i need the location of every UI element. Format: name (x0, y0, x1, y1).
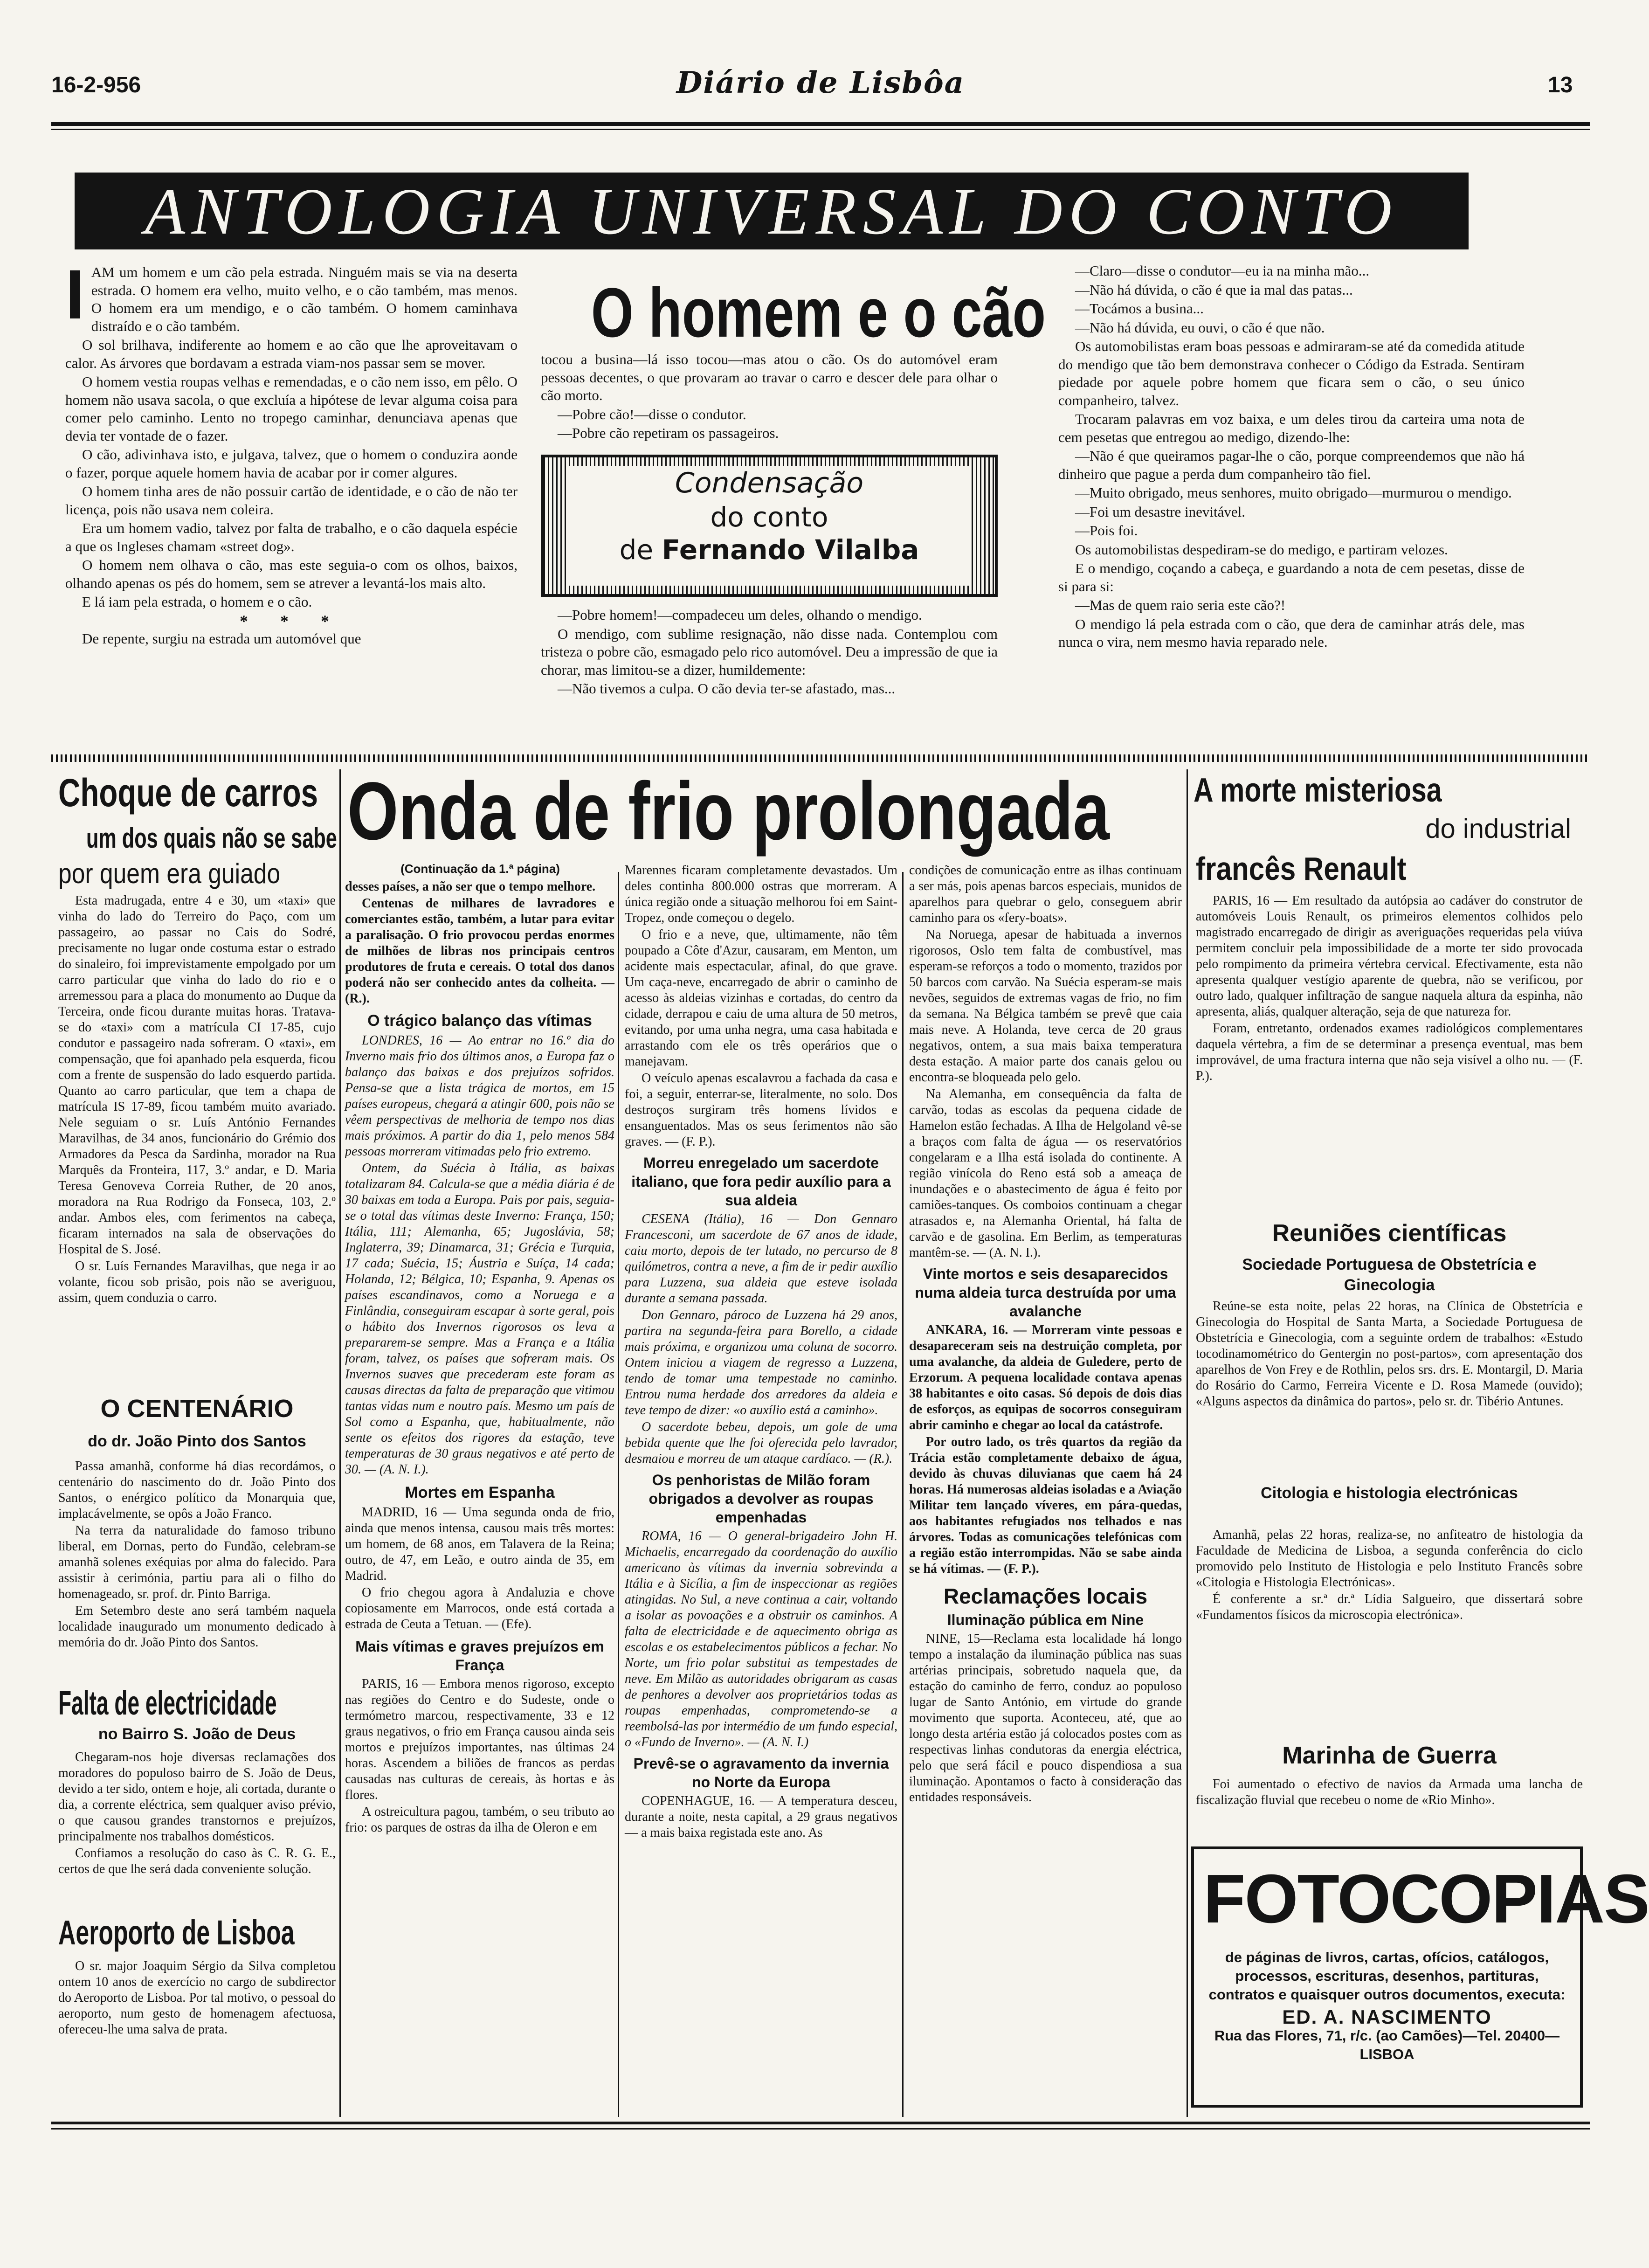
story-paragraph: Os automobilistas despediram-se do medigo, e partiram velozes. (1075, 541, 1448, 558)
article-paragraph: Confiamos a resolução do caso às C. R. G. E., certos de que lhe será dada conveniente solução. (58, 1846, 336, 1876)
article-paragraph: O frio chegou agora à Andaluzia e chove copiosamente em Marrocos, onde está cortada a estrada de Ceuta a Tetuan. — (Efe). (345, 1585, 614, 1632)
newspaper-title: Diário de Lisbôa (676, 65, 965, 100)
choque-body (58, 893, 336, 1385)
article-paragraph: O sr. Luís Fernandes Maravilhas, que nega ir ao volante, ficou sob prisão, pois não se averiguou, assim, quem conduzia o carro. (58, 1259, 336, 1305)
falta-body (58, 1749, 336, 1903)
story-paragraph: —Pois foi. (1075, 522, 1138, 539)
footer-rule (51, 2122, 1590, 2124)
onda-col3 (909, 863, 1182, 2119)
issue-date: 16-2-956 (51, 73, 141, 97)
article-paragraph: Centenas de milhares de lavradores e comerciantes estão, também, a lutar para evitar a paralisação. O frio provocou perdas enormes de milhões de libras nos principais centros produtores de fruta e cereais. O total dos danos poderá não ser conhecido antes da colheita. — (R.). (345, 896, 614, 1006)
article-paragraph: Marennes ficaram completamente devastados. Um deles continha 800.000 ostras que morreram. A única região onde a situação melhorou foi em Saint-Tropez, onde começou o degelo. (625, 863, 897, 925)
story-author: Fernando Vilalba (662, 534, 919, 566)
story-column-3 (1058, 262, 1525, 749)
article-paragraph: O sr. major Joaquim Sérgio da Silva completou ontem 10 anos de exercício no cargo de subdirector do Aeroporto de Lisboa. Por tal motivo, o pessoal do aeroporto, num gesto de homenagem afectuosa, ofereceu-lhe uma salva de prata. (58, 1959, 336, 2037)
advert-body (1203, 1948, 1571, 2064)
choque-headline-3: por quem era guiado (58, 858, 281, 889)
onda-subhead-penhoristas: Os penhoristas de Milão foram obrigados a devolver as roupas empenhadas (649, 1472, 874, 1526)
story-paragraph: De repente, surgiu na estrada um automóvel que (82, 630, 361, 647)
article-paragraph: CESENA (Itália), 16 — Don Gennaro Francesconi, um sacerdote de 67 anos de idade, caiu morto, depois de ter lutado, no percurso de 8 quilómetros, contra a neve, a fim de ir pedir auxílio para Luzzena, sua aldeia que esteve isolada durante a semana passada. (625, 1212, 897, 1306)
article-paragraph: ANKARA, 16. — Morreram vinte pessoas e desapareceram seis na destruição completa, por uma avalanche, da aldeia de Guledere, perto de Erzorum. A pequena localidade contava apenas 38 habitantes e oito casas. Só depois de dois dias de esforços, as equipas de socorros conseguiram abrir caminho e chegar ao local da catástrofe. (909, 1323, 1182, 1432)
article-paragraph: PARIS, 16 — Embora menos rigoroso, excepto nas regiões do Centro e do Sudeste, onde o termómetro marcou, respectivamente, 33 e 12 graus negativos, o frio em França causou ainda seis mortos e prejuízos importantes, nas últimas 24 horas. Ascendem a biliões de francos as perdas causadas nas culturas de cereais, às hortas e às flores. (345, 1677, 614, 1802)
article-paragraph: Esta madrugada, entre 4 e 30, um «taxi» que vinha do lado do Terreiro do Paço, com um passageiro, ao passar no Cais do Sodré, precisamente no lugar onde costuma estar o estrado do sinaleiro, foi imprevistamente empolgado por um carro particular que vinha do lado do rio e o arremessou para a placa do monumento ao Duque da Terceira, onde ficou durante muitas horas. Tratava-se do «taxi» com a matrícula CI 17-85, cujo condutor e passageiro nada sofreram. O «taxi», em compensação, que foi apanhado pela esquerda, ficou com a frente de suspensão do lado esquerdo partida. Quanto ao carro particular, que tem a chapa de matrícula IS 17-89, ficou também muito avariado. Nele seguiam o sr. Luís António Fernandes Maravilhas, de 34 anos, funcionário do Grémio dos Armadores da Pesca da Sardinha, morador na Rua Marquês da Fronteira, 117, 3.º andar, e D. Maria Teresa Genoveva Correia Ruther, de 20 anos, moradora na Rua Rodrigo da Fonseca, 103, 2.º andar. Ambos eles, com ferimentos na cabeça, ficaram internados na sala de observações do Hospital de S. José. (58, 893, 336, 1257)
article-paragraph: O veículo apenas escalavrou a fachada da casa e foi, a seguir, enterrar-se, literalmente, no solo. Dos destroços surgiram três homens lívidos e ensanguentados. Mas os seus ferimentos não são graves. — (F. P.). (625, 1071, 897, 1149)
story-paragraph: —Não há dúvida, eu ouvi, o cão é que não. (1075, 319, 1325, 336)
reunioes-headline: Reuniões científicas (1272, 1220, 1507, 1247)
masthead-rule-thin (51, 129, 1590, 130)
condensation-box (541, 455, 998, 597)
choque-headline-1: Choque de carros (58, 771, 318, 815)
story-paragraph: —Mas de quem raio seria este cão?! (1075, 597, 1286, 613)
story-paragraph: AM um homem e um cão pela estrada. Ninguém mais se via na deserta estrada. O homem era velho, muito velho, e o cão também, mas menos. O homem era um mendigo, e o cão também. O homem caminhava distraído e o cão também. (91, 264, 517, 334)
onda-subhead-copenhague: Prevê-se o agravamento da invernia no Norte da Europa (633, 1755, 889, 1791)
article-paragraph: Ontem, da Suécia à Itália, as baixas totalizaram 84. Calcula-se que a média diária é de 30 baixas em toda a Europa. Pais por pais, seguia-se o total das vítimas deste Inverno: França, 150; Itália, 111; Alemanha, 65; Jugoslávia, 58; Inglaterra, 39; Dinamarca, 31; Grécia e Turquia, 17 cada; Suécia, 15; Áustria e Suíça, 14 cada; Holanda, 12; Bélgica, 10; Espanha, 9. Apenas os países escandinavos, como a Noruega e a Finlândia, conseguiram escapar à sorte geral, pois o hábito dos Invernos rigorosos os leva a prepararem-se sempre. Mas a França e a Itália foram, talvez, os países que sofreram mais. Os Invernos suaves que precederam este foram as causas directas da falta de preparação que vitimou tantas vidas num e noutro país. Mesmo um país de Sol como a Espanha, que, habitualmente, não sente os efeitos dos rigores da estação, teve temperaturas de 30 graus negativos e até perto de 30. — (A. N. I.). (345, 1161, 614, 1477)
reclamacoes-headline: Reclamações locais (943, 1584, 1148, 1608)
article-paragraph: desses países, a não ser que o tempo melhore. (345, 879, 596, 894)
aeroporto-body (58, 1958, 336, 2112)
column-rule (339, 769, 341, 2117)
onda-subhead-mortes: Mortes em Espanha (405, 1484, 555, 1501)
story-paragraph: E o mendigo, coçando a cabeça, e guardando a nota de cem pesetas, disse de si para si: (1058, 560, 1525, 595)
condensation-box-inner (568, 466, 971, 586)
article-paragraph: O sacerdote bebeu, depois, um gole de uma bebida quente que lhe foi oferecida pelo lavrador, desmaiou e morreu de um ataque cardíaco. — (R.). (625, 1420, 897, 1466)
article-paragraph: É conferente a sr.ª dr.ª Lídia Salgueiro, que dissertará sobre «Fundamentos físicos da microscopia electrónica». (1196, 1592, 1583, 1622)
article-paragraph: Na terra da naturalidade do famoso tribuno liberal, em Dornas, perto do Fundão, celebram-se amanhã solenes exéquias por alma do falecido. Para assistir à cerimónia, partiu para ali o filho do homenageado, sr. prof. dr. Pinto Barriga. (58, 1523, 336, 1601)
article-paragraph: Foi aumentado o efectivo de navios da Armada uma lancha de fiscalização fluvial que recebeu o nome de «Rio Minho». (1196, 1777, 1583, 1807)
renault-headline-1: A morte misteriosa (1194, 772, 1442, 809)
story-paragraph: Os automobilistas eram boas pessoas e admiraram-se até da comedida atitude do mendigo que tão bem demonstrava conhecer o Código da Estrada. Sentiram piedade por aquele pobre homem que ficara sem o cão, o seu único companheiro, talvez. (1058, 338, 1525, 408)
story-column-1 (65, 255, 517, 748)
advert-services: de páginas de livros, cartas, ofícios, catálogos, processos, escrituras, desenhos, partituras, contratos e quaisquer outros documentos, executa: (1208, 1949, 1566, 2003)
aeroporto-headline: Aeroporto de Lisboa (58, 1913, 295, 1952)
page-number: 13 (1548, 73, 1573, 97)
renault-headline-3: francês Renault (1196, 850, 1407, 887)
fotocopias-advert (1191, 1846, 1649, 2108)
story-paragraph: —Não há dúvida, o cão é que ia mal das patas... (1075, 281, 1353, 298)
marinha-headline: Marinha de Guerra (1282, 1742, 1497, 1769)
article-paragraph: O frio e a neve, que, ultimamente, não têm poupado a Côte d'Azur, causaram, em Menton, um acidente mais espectacular, afinal, do que grave. Um caça-neve, encarregado de abrir o caminho de acesso às aldeias vizinhas e cortadas, do centro da cidade, derrapou e caiu de uma altura de 50 metros, evitando, por uma unha negra, uma casa habitada e arrastando com ele os três operários que o manejavam. (625, 927, 897, 1069)
article-paragraph: Por outro lado, os três quartos da região da Trácia estão completamente debaixo de água, devido às chuvas diluvianas que caem há 24 horas. Há numerosas aldeias isoladas e a Aviação Militar tem lançado víveres, em pára-quedas, aos habitantes refugiados nos telhados e nas árvores. Todas as comunicações telefónicas com a região estão interrompidas. Não se sabe ainda se há vítimas. — (F. P.). (909, 1435, 1182, 1576)
story-paragraph: O homem tinha ares de não possuir cartão de identidade, e o cão de não ter licença, pois não usava nem coleira. (65, 483, 517, 518)
section-banner (75, 173, 1469, 249)
onda-col2 (625, 863, 897, 2119)
author-prefix: de (619, 534, 654, 566)
section-divider (51, 754, 1590, 762)
onda-subhead-morreu: Morreu enregelado um sacerdote italiano, que fora pedir auxílio para a sua aldeia (631, 1155, 891, 1209)
article-paragraph: Em Setembro deste ano será também naquela localidade inaugurado um monumento dedicado à memória do dr. João Pinto dos Santos. (58, 1604, 336, 1650)
advert-title: FOTOCOPIAS (1203, 1860, 1649, 1937)
story-paragraph: —Pobre cão repetiram os passageiros. (558, 425, 779, 441)
article-paragraph: Na Alemanha, em consequência da falta de carvão, todas as escolas da pequena cidade de Hamelon estão fechadas. A Ilha de Helgoland vê-se a braços com falta de água — os reservatórios congelaram e a Ilha está isolada do continente. A região vinícola do Reno está sob a ameaça de inundações e o abastecimento de água é feito por camiões-tanques. Os comboios continuam a chegar atrasados e, na Alemanha Oriental, há falta de carvão e de gasolina. Em Berlim, as temperaturas mantêm-se. — (A. N. I.). (909, 1087, 1182, 1260)
article-paragraph: Reúne-se esta noite, pelas 22 horas, na Clínica de Obstetrícia e Ginecologia do Hospital de Santa Marta, a Sociedade Portuguesa de Obstetrícia e Ginecologia, com a seguinte ordem de trabalhos: «Estudo tocodinamométrico do Gentergin no post-partos», com apresentação dos aparelhos de Von Frey e de Rothlin, pelos srs. drs. E. Montargil, D. Maria do Rosário do Carmo, Ferreira Vicente e D. Rosa Mamede (ouvido); «Alguns aspectos da dinâmica do partos», pelo sr. dr. Tibério Antunes. (1196, 1299, 1583, 1409)
article-paragraph: LONDRES, 16 — Ao entrar no 16.º dia do Inverno mais frio dos últimos anos, a Europa faz o balanço das baixas e dos prejuízos sofridos. Pensa-se que a lista trágica de mortos, em 15 países europeus, chegará a atingir 600, pois não se vêem perspectivas de melhoria de tempo nos dias mais próximos. A partir do dia 1, pelo menos 584 pessoas morreram vitimadas pelo frio extremo. (345, 1033, 614, 1159)
renault-headline-2: do industrial (1425, 814, 1571, 844)
story-paragraph: E lá iam pela estrada, o homem e o cão. (82, 594, 312, 610)
onda-continuation: (Continuação da 1.ª página) (400, 862, 560, 876)
onda-subhead-franca: Mais vítimas e graves prejuízos em França (355, 1638, 604, 1673)
story-paragraph: O mendigo, com sublime resignação, não disse nada. Contemplou com tristeza o pobre cão, esmagado pelo rico automóvel. Deu a impressão de que ia chorar, mas limitou-se a dizer, humildemente: (541, 625, 998, 678)
story-column-2-bottom (541, 606, 998, 746)
choque-headline-2: um dos quais não se sabe (86, 823, 337, 854)
story-paragraph: —Claro—disse o condutor—eu ia na minha mão... (1075, 263, 1370, 279)
article-paragraph: Foram, entretanto, ordenados exames radiológicos complementares daquela vértebra, a fim de se determinar a presença eventual, mas bem improvável, de uma fractura interna que não seja visível a olho nu. — (F. P.). (1196, 1021, 1583, 1083)
nine-subhead: Iluminação pública em Nine (947, 1611, 1144, 1628)
story-paragraph: —Não é que queiramos pagar-lhe o cão, porque compreendemos que não há dinheiro que pague a perda dum companheiro tão fiel. (1058, 448, 1525, 482)
article-paragraph: Na Noruega, apesar de habituada a invernos rigorosos, Oslo tem falta de combustível, mas esperam-se reforços a todo o momento, trazidos por 50 barcos com carvão. Na Suécia esperam-se mais nevões, seguidos de extremas vagas de frio, no fim da semana. Na Bélgica também se prevê que caia mais neve. A Holanda, teve cerca de 20 graus negativos, ontem, a sua mais baixa temperatura desta estação. A maior parte dos canais gelou ou encontra-se bloqueada pelo gelo. (909, 927, 1182, 1085)
story-column-2-top (541, 351, 998, 449)
citologia-subhead: Citologia e histologia electrónicas (1261, 1484, 1518, 1502)
condensation-label: Condensação (675, 467, 864, 499)
citologia-body (1196, 1527, 1583, 1723)
article-paragraph: condições de comunicação entre as ilhas continuam a ser más, pois apenas barcos especiais, munidos de aparelhos para quebrar o gelo, conseguem abrir caminho para os «fery-boats». (909, 863, 1182, 925)
column-rule (1187, 769, 1188, 2117)
article-paragraph: NINE, 15—Reclama esta localidade há longo tempo a instalação da iluminação pública nas suas artérias principais, sobretudo naquela que, da estação do caminho de ferro, conduz ao populoso lugar de Santo António, em virtude do grande movimento que suporta. Aconteceu, até, que ao longo desta artéria estão já colocados postes com as respectivas linhas condutoras da energia eléctrica, pelo que será fácil e pouco dispendiosa a sua iluminação. Apontamos o facto à consideração das entidades responsáveis. (909, 1632, 1182, 1805)
article-paragraph: COPENHAGUE, 16. — A temperatura desceu, durante a noite, nesta capital, a 29 graus negativos — a mais baixa registada este ano. As (625, 1794, 897, 1840)
renault-body (1196, 893, 1583, 1219)
banner-text: ANTOLOGIA UNIVERSAL DO CONTO (145, 174, 1399, 248)
column-rule (618, 872, 619, 2117)
centenario-body (58, 1459, 336, 1678)
story-paragraph: —Foi um desastre inevitável. (1075, 503, 1246, 520)
reunioes-subhead: Sociedade Portuguesa de Obstetrícia e Ginecologia (1242, 1256, 1537, 1294)
article-paragraph: Passa amanhã, conforme há dias recordámos, o centenário do nascimento do dr. João Pinto dos Santos, o enérgico político da Monarquia que, implacávelmente, se opôs a João Franco. (58, 1459, 336, 1521)
article-paragraph: Don Gennaro, pároco de Luzzena há 29 anos, partira na segunda-feira para Borello, a cidade mais próxima, e organizou uma coluna de socorro. Ontem iniciou a viagem de regresso a Luzzena, tendo de tomar uma tempestade no caminho. Entrou numa herdade dos arredores da aldeia e teve tempo de dizer: «o auxílio está a caminho». (625, 1308, 897, 1418)
story-paragraph: O mendigo lá pela estrada com o cão, que dera de caminhar atrás dele, mas nunca o vira, nem mesmo havia reparado nele. (1058, 615, 1525, 650)
story-paragraph: —Tocámos a busina... (1075, 300, 1204, 317)
centenario-subhead: do dr. João Pinto dos Santos (88, 1432, 306, 1450)
advert-company: ED. A. NASCIMENTO (1282, 2006, 1492, 2028)
onda-subhead-tragico: O trágico balanço das vítimas (367, 1012, 592, 1030)
falta-headline: Falta de electricidade (58, 1685, 277, 1722)
condensation-author-line (568, 534, 971, 566)
story-paragraph: Era um homem vadio, talvez por falta de trabalho, e o cão daquela espécie a que os Ingleses chamam «street dog». (65, 520, 517, 554)
story-paragraph: —Não tivemos a culpa. O cão devia ter-se afastado, mas... (558, 680, 896, 697)
story-paragraph: O homem vestia roupas velhas e remendadas, e o cão nem isso, em pêlo. O homem não usava sacola, o que excluía a hipótese de levar alguma coisa para comer pelo caminho. Lento no tropego caminhar, denunciava apenas que devia ter vontade de o fazer. (65, 373, 517, 444)
story-paragraph: O sol brilhava, indiferente ao homem e ao cão que lhe aproveitavam o calor. As árvores que bordavam a estrada viam-nos passar sem se mover. (65, 337, 517, 371)
story-paragraph: O homem nem olhava o cão, mas este seguia-o com os olhos, baixos, olhando apenas os pés do homem, sem se atrever a levantá-los mais alto. (65, 557, 517, 591)
masthead-rule (51, 122, 1590, 126)
condensation-subtitle: do conto (710, 501, 828, 533)
onda-subhead-vinte: Vinte mortos e seis desaparecidos numa aldeia turca destruída por uma avalanche (915, 1265, 1176, 1320)
story-title: O homem e o cão (591, 273, 1046, 352)
footer-rule-thin (51, 2128, 1590, 2130)
article-paragraph: Chegaram-nos hoje diversas reclamações dos moradores do populoso bairro de S. João de Deus, devido a ter sido, ontem e hoje, ali cortada, durante o dia, a corrente eléctrica, sem qualquer aviso prévio, o que causou grandes transtornos e prejuízos, principalmente nos trabalhos domésticos. (58, 1750, 336, 1844)
reunioes-body (1196, 1299, 1583, 1485)
article-paragraph: Amanhã, pelas 22 horas, realiza-se, no anfiteatro de histologia da Faculdade de Medicina de Lisboa, a segunda conferência do ciclo promovido pelo Instituto de Histologia e pelo Instituto Francês sobre «Citologia e Histologia Electrónicas». (1196, 1528, 1583, 1590)
article-paragraph: MADRID, 16 — Uma segunda onda de frio, ainda que menos intensa, causou mais três mortes: um homem, de 68 anos, em Talavera de la Reina; outro, de 47, em Leão, e outro ainda de 35, em Madrid. (345, 1505, 614, 1583)
story-paragraph: —Pobre cão!—disse o condutor. (558, 406, 746, 422)
centenario-headline: O CENTENÁRIO (100, 1395, 294, 1423)
onda-col1 (345, 879, 614, 2119)
article-paragraph: A ostreicultura pagou, também, o seu tributo ao frio: os parques de ostras da ilha de Oleron e em (345, 1805, 614, 1835)
falta-subhead: no Bairro S. João de Deus (98, 1725, 296, 1743)
story-paragraph: —Muito obrigado, meus senhores, muito obrigado—murmurou o mendigo. (1075, 484, 1512, 501)
story-paragraph: O cão, adivinhava isto, e julgava, talvez, que o homem o conduzira aonde o fazer, porque aquele homem havia de acabar por ir comer algures. (65, 446, 517, 481)
story-paragraph: tocou a busina—lá isso tocou—mas atou o cão. Os do automóvel eram pessoas decentes, o que provaram ao travar o carro e descer dele para olhar o cão morto. (541, 351, 998, 403)
section-stars: * * * (240, 611, 343, 630)
onda-headline: Onda de frio prolongada (347, 766, 1110, 857)
article-paragraph: ROMA, 16 — O general-brigadeiro John H. Michaelis, encarregado da coordenação do auxílio americano às vítimas da invernia sobrevinda a Itália e à Sicília, a fim de inspeccionar as regiões atingidas. No Sul, a neve continua a cair, voltando a isolar as povoações e a obstruir os caminhos. A falta de electricidade e de aquecimento obriga as escolas e os estabelecimentos públicos a fechar. No Norte, um frio polar substitui as tempestades de neve. Em Milão as autoridades obrigaram as casas de penhores a devolver aos proprietários todas as roupas empenhadas, comprometendo-se a reembolsá-las por intermédio de um fundo especial, o «Fundo de Inverno». — (A. N. I.) (625, 1529, 897, 1749)
story-paragraph: —Pobre homem!—compadeceu um deles, olhando o mendigo. (558, 607, 922, 623)
article-paragraph: PARIS, 16 — Em resultado da autópsia ao cadáver do construtor de automóveis Louis Renault, os primeiros elementos colhidos pelo magistrado encarregado de dirigir as averiguações requeridas pela viúva permitem concluir pela impossibilidade de a morte ter sido provocada pelo rompimento da primeira vértebra cervical. Efectivamente, esta não apresenta qualquer vestígio aparente de quebra, não se verificou, por outro lado, qualquer infiltração de sangue naquela altura da espinha, não apresenta, aliás, qualquer alteração, seja de que natureza for. (1196, 893, 1583, 1019)
column-rule (902, 872, 904, 2117)
story-paragraph: Trocaram palavras em voz baixa, e um deles tirou da carteira uma nota de cem pesetas que entregou ao medigo, dizendo-lhe: (1058, 411, 1525, 445)
advert-address: Rua das Flores, 71, r/c. (ao Camões)—Tel. 20400—LISBOA (1214, 2027, 1560, 2062)
story-dropcap: I (65, 255, 85, 333)
marinha-body (1196, 1777, 1583, 1837)
